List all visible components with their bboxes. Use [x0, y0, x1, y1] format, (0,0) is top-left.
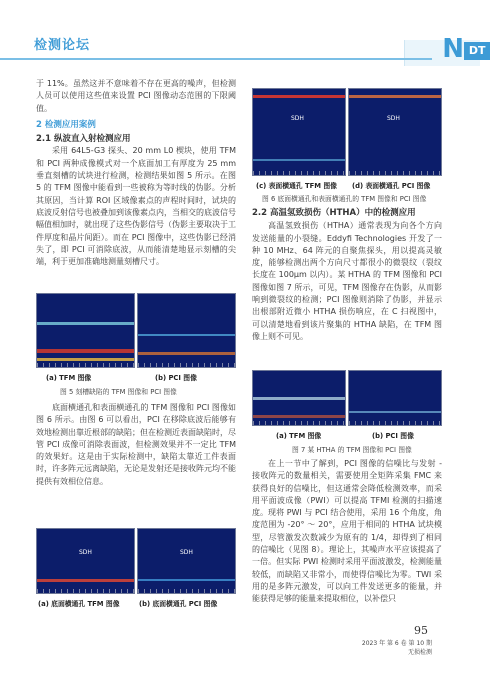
fig5-subcaption-a: (a) TFM 图像: [46, 374, 92, 382]
page-number: 95: [414, 624, 428, 637]
paragraph-pwi: 在上一节中了解到，PCI 图像的信噪比与发射 - 接收阵元的数量相关，需要使用全矩阵采集 FMC 来获得良好的信噪比，但这通常会降低检测效率，而采用平面波成像（PWI）可以提高 TFMI 检测的扫描速度。现将 PWI 与 PCI 结合使用，采用 16 个角度，角度范围为 -20° ～ 20°，应用于相同的 HTHA 试块模型，尽管激发次数减少为原有的 1/4，却得到了相同的信噪比（见图 8）。理论上，其噪声水平应该提高了一倍。但实际 PWI 检测时采用平面波激发，检测能量较低，而缺陷又非常小，而使得信噪比为零。TWI 采用的是多阵元激发，可以向工件发送更多的能量，并能获得足够的能量来提取相位，以补偿只: [252, 459, 442, 604]
paragraph-sdh: 底面横通孔和表面横通孔的 TFM 图像和 PCI 图像如图 6 所示。由图 6 可以看出，PCI 在移除底波后能够有效地检测出靠近根部的缺陷；但在检测近表面缺陷时，尽管 PCI 成像可消除表面波，但检测效果并不一定比 TFM 的效果好。这是由于实际检测中，缺陷太靠近工件表面时，许多阵元远离缺陷，无论是发射还是接收阵元均不能提供有效相位信息。: [36, 403, 236, 486]
logo-letter-n: N: [442, 34, 464, 64]
fig6-subcaption-c: (c) 表面横通孔 TFM 图像: [256, 182, 337, 190]
fig5-caption: 图 5 刻槽缺陷的 TFM 图像和 PCI 图像: [60, 388, 177, 396]
column-title: 检测论坛: [34, 38, 91, 53]
sdh-label: SDH: [180, 549, 193, 556]
logo-letters-dt: DT: [464, 42, 490, 60]
fig7-caption: 图 7 某 HTHA 的 TFM 图像和 PCI 图像: [292, 446, 412, 454]
fig7-subcaption-b: (b) PCI 图像: [372, 432, 414, 440]
left-column-bottom: [36, 402, 236, 488]
issue-volume: 2023 年 第 6 卷 第 10 期: [361, 640, 432, 647]
fig5-subcaption-b: (b) PCI 图像: [155, 374, 197, 382]
left-column-top: [36, 78, 236, 268]
sdh-label: SDH: [291, 115, 304, 122]
fig6-subcaption-a: (a) 底面横通孔 TFM 图像: [38, 600, 120, 608]
section-heading-2-2: 2.2 高温氢致损伤（HTHA）中的检测应用: [252, 208, 416, 218]
fig5-pci-image: [137, 293, 236, 368]
journal-name: 无损检测: [407, 649, 432, 656]
fig7-subcaption-a: (a) TFM 图像: [276, 432, 322, 440]
fig6-bottom-sdh-tfm-image: [36, 528, 135, 594]
sdh-label: SDH: [79, 549, 92, 556]
issue-info: [362, 639, 432, 657]
paragraph-htha: 高温氢致损伤（HTHA）通常表现为向各个方向发送能量的小裂缝。Eddyfi Technologies 开发了一种 10 MHz、64 阵元的自聚焦探头，用以提高灵敏度，能够检测出两个方向尺寸都很小的微裂纹（裂纹长度在 100μm 以内）。某 HTHA 的 TFM 图像和 PCI 图像如图 7 所示，可见，TFM 图像存在伪影，从而影响到微裂纹的检测；PCI 图像则消除了伪影，并显示出根部附近微小 HTHA 损伤响应，在 C 扫视图中，可以清楚地看到该片聚集的 HTHA 缺陷，在 TFM 图像上则不可见。: [252, 221, 442, 341]
fig5-tfm-image: [36, 293, 135, 368]
journal-logo: [442, 34, 486, 64]
fig7-tfm-image: [252, 370, 346, 426]
header-rule: [0, 58, 432, 60]
right-column-bottom: [252, 458, 442, 606]
paragraph-intro: 于 11%。虽然这并不意味着不存在更高的噪声，但检测人员可以使用这些值来设置 PCI 图像动态范围的下限阈值。: [36, 79, 236, 113]
right-column-top: [252, 207, 442, 343]
fig6-surface-sdh-pci-image: [348, 88, 442, 176]
fig7-pci-image: [348, 370, 442, 426]
section-heading-2: 2 检测应用案例: [36, 119, 96, 130]
fig6-subcaption-b: (b) 底面横通孔 PCI 图像: [139, 600, 218, 608]
fig6-caption: 图 6 底面横通孔和表面横通孔的 TFM 图像和 PCI 图像: [262, 195, 427, 203]
fig6-bottom-sdh-pci-image: [137, 528, 236, 594]
fig6-subcaption-d: (d) 表面横通孔 PCI 图像: [352, 182, 431, 190]
sdh-label: SDH: [387, 115, 400, 122]
fig6-surface-sdh-tfm-image: [252, 88, 346, 176]
paragraph-longitudinal: 采用 64L5-G3 探头、20 mm L0 楔块，使用 TFM 和 PCI 两种成像模式对一个底面加工有厚度为 25 mm 垂直刻槽的试块进行检测，检测结果如图 5 所示。在图 5 的 TFM 图像中能看到一些被称为等时线的伪影。分析其原因，当计算 ROI 区域像素点的声程时间时，试块的底波反射信号也被叠加到该像素点内，当相交的底波信号幅值相加时，就出现了这些伪影信号（伪影主要取决于工件厚度和晶片间距）。而在 PCI 图像中，这些伪影已经消失了，即 PCI 可消除底波，从而能清楚地显示刻槽的尖端，利于更加准确地测量刻槽尺寸。: [36, 146, 236, 267]
section-heading-2-1: 2.1 纵波直入射检测应用: [36, 134, 131, 145]
